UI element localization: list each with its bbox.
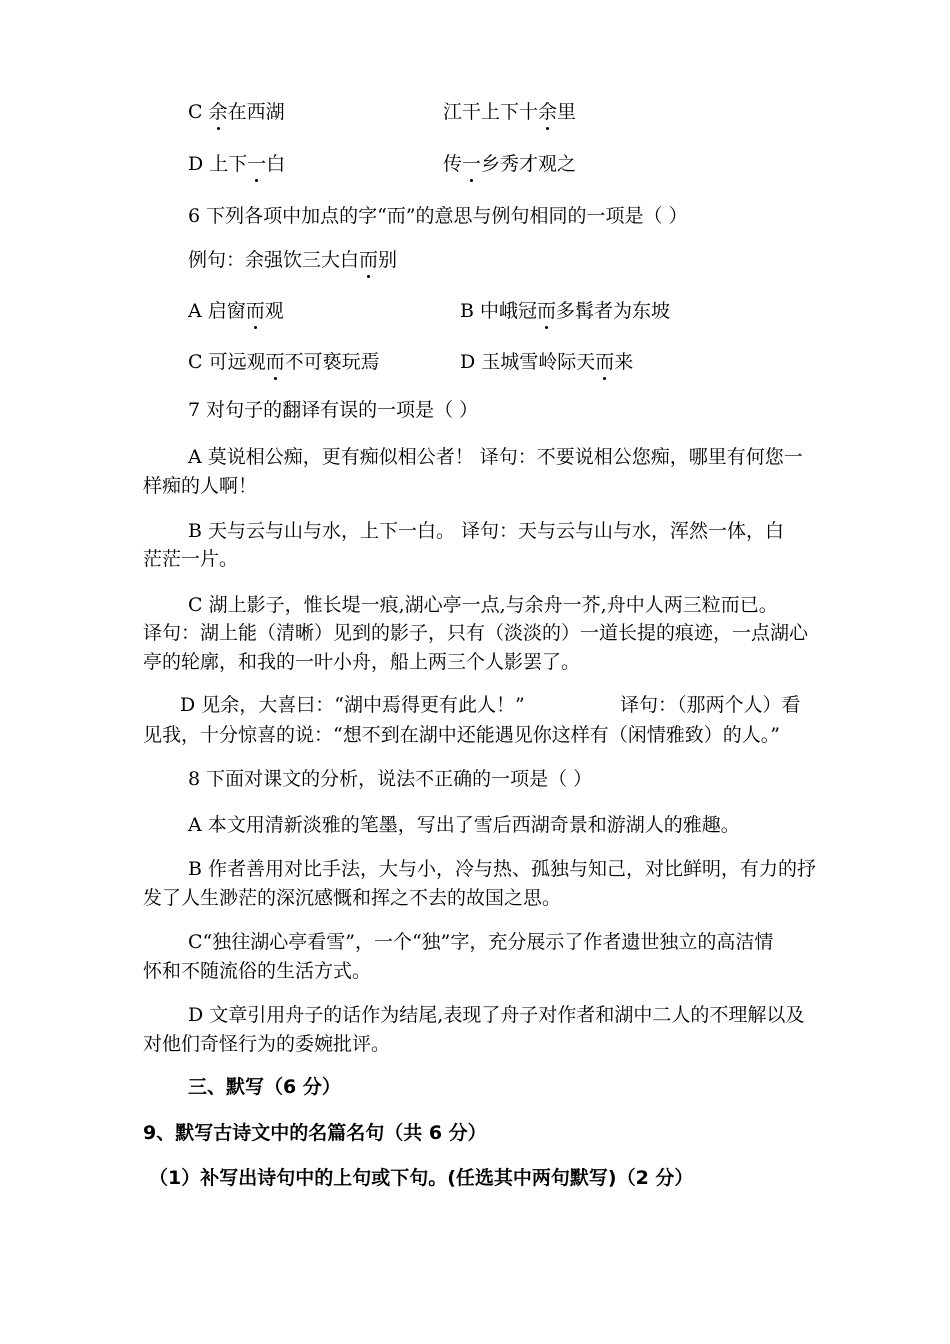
q5-option-d-right: 传一乡秀才观之 bbox=[443, 153, 577, 175]
emphasis-dot-char: 而 bbox=[265, 351, 285, 373]
q7-option-c-line2: 译句：湖上能（清晰）见到的影子，只有（淡淡的）一道长提的痕迹，一点湖心 bbox=[143, 622, 809, 644]
q6-option-d: D 玉城雪岭际天而来 bbox=[460, 351, 634, 373]
emphasis-dot-char: 一 bbox=[462, 153, 482, 175]
q7-option-c-line1: C 湖上影子，惟长堤一痕,湖心亭一点,与余舟一芥,舟中人两三粒而已。 bbox=[188, 594, 778, 616]
emphasis-dot-char: 而 bbox=[537, 300, 557, 322]
section-heading: 三、默写（6 分） bbox=[188, 1076, 341, 1098]
q7-option-a-line1: A 莫说相公痴，更有痴似相公者！ 译句：不要说相公您痴，哪里有何您一 bbox=[188, 446, 803, 468]
q8-option-b-line2: 发了人生渺茫的深沉感慨和挥之不去的故国之思。 bbox=[143, 887, 562, 909]
q8-stem: 8 下面对课文的分析，说法不正确的一项是（ ） bbox=[188, 768, 593, 790]
emphasis-dot-char: 一 bbox=[247, 153, 267, 175]
q5-option-c-right: 江干上下十余里 bbox=[443, 101, 577, 123]
q6-option-b: B 中峨冠而多髯者为东坡 bbox=[460, 300, 671, 322]
q8-option-d-line1: D 文章引用舟子的话作为结尾,表现了舟子对作者和湖中二人的不理解以及 bbox=[188, 1004, 805, 1026]
q9-heading: 9、默写古诗文中的名篇名句（共 6 分） bbox=[143, 1122, 487, 1144]
emphasis-dot-char: 余 bbox=[208, 101, 228, 123]
emphasis-dot-char: 而 bbox=[595, 351, 615, 373]
q6-stem: 6 下列各项中加点的字“而”的意思与例句相同的一项是（ ） bbox=[188, 205, 688, 227]
q8-option-d-line2: 对他们奇怪行为的委婉批评。 bbox=[143, 1033, 391, 1055]
q8-option-b-line1: B 作者善用对比手法，大与小，冷与热、孤独与知己，对比鲜明，有力的抒 bbox=[188, 858, 817, 880]
q5-option-c-left: C 余在西湖 bbox=[188, 101, 285, 123]
q6-option-a: A 启窗而观 bbox=[188, 300, 284, 322]
q8-option-c-line1: C“独往湖心亭看雪”，一个“独”字，充分展示了作者遗世独立的高洁情 bbox=[188, 931, 774, 953]
q8-option-c-line2: 怀和不随流俗的生活方式。 bbox=[143, 960, 372, 982]
q8-option-a: A 本文用清新淡雅的笔墨，写出了雪后西湖奇景和游湖人的雅趣。 bbox=[188, 814, 740, 836]
q7-option-d-line1-translation: 译句：（那两个人）看 bbox=[620, 694, 801, 716]
q7-option-b-line1: B 天与云与山与水，上下一白。 译句：天与云与山与水，浑然一体，白 bbox=[188, 520, 785, 542]
emphasis-dot-char: 而 bbox=[245, 300, 265, 322]
q7-option-a-line2: 样痴的人啊！ bbox=[143, 475, 258, 497]
q5-option-d-left: D 上下一白 bbox=[188, 153, 286, 175]
emphasis-dot-char: 而 bbox=[359, 249, 379, 271]
q9-part1-instruction: （1）补写出诗句中的上句或下句。(任选其中两句默写)（2 分） bbox=[149, 1167, 694, 1189]
q6-option-c: C 可远观而不可亵玩焉 bbox=[188, 351, 380, 373]
q7-option-c-line3: 亭的轮廓，和我的一叶小舟，船上两三个人影罢了。 bbox=[143, 651, 581, 673]
q7-option-d-line1-original: D 见余，大喜曰：“湖中焉得更有此人！” bbox=[180, 694, 525, 716]
q7-option-b-line2: 茫茫一片。 bbox=[143, 548, 239, 570]
q7-option-d-line2: 见我，十分惊喜的说：“想不到在湖中还能遇见你这样有（闲情雅致）的人。” bbox=[143, 724, 780, 746]
q6-example: 例句：余强饮三大白而别 bbox=[188, 249, 398, 271]
emphasis-dot-char: 余 bbox=[538, 101, 558, 123]
q7-stem: 7 对句子的翻译有误的一项是（ ） bbox=[188, 399, 479, 421]
